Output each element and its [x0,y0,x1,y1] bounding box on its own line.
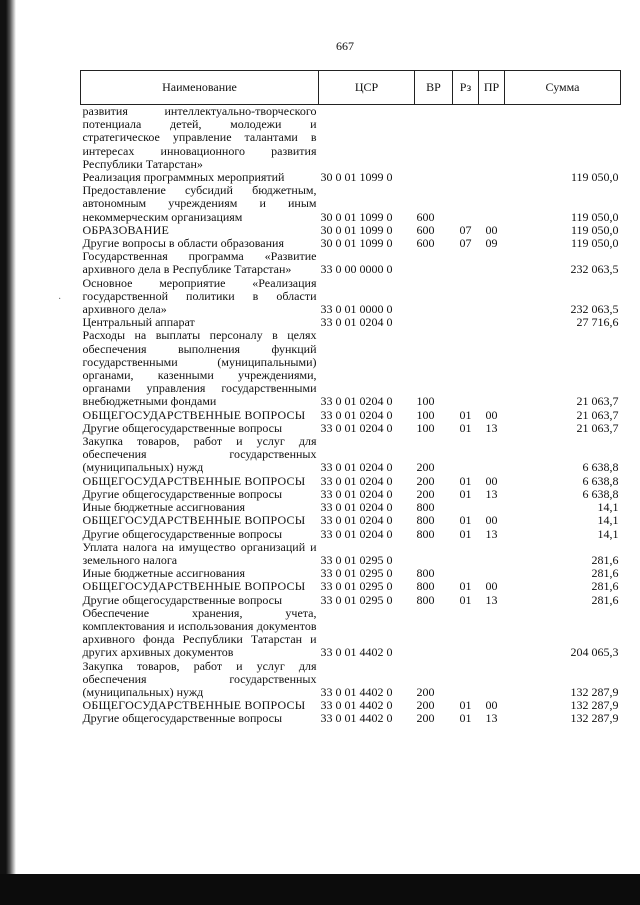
cell-rz [453,607,479,660]
cell-vr: 200 [416,684,435,699]
table-row [81,277,621,317]
cell-csr: 33 0 01 0204 0 [320,315,393,330]
cell-name: Другие вопросы в области образования [82,236,284,251]
cell-name: Обеспечение хранения, учета, комплектования и использования документов архивного фонда Республики Татарстан и других архивных документов [82,605,317,660]
cell-pr: 00 [485,513,498,528]
cell-pr [479,171,505,184]
cell-name: Закупка товаров, работ и услуг для обеспечения государственных (муниципальных) нужд [82,658,317,699]
cell-sum: 281,6 [591,566,619,581]
table-row [81,409,621,422]
cell-sum: 119 050,0 [570,222,619,237]
cell-sum: 132 287,9 [570,684,619,699]
cell-csr: 30 0 01 1099 0 [320,222,393,237]
cell-name: Центральный аппарат [82,315,195,330]
header-csr: ЦСР [319,71,415,105]
cell-rz: 01 [459,513,472,528]
cell-csr: 33 0 01 0204 0 [320,526,393,541]
cell-sum: 6 638,8 [582,486,619,501]
cell-name: развития интеллектуально-творческого потенциала детей, молодежи и стратегическое управление талантами в интересах инновационного развития Республики Татарстан» [82,104,317,171]
table-row [81,541,621,567]
cell-name: Иные бюджетные ассигнования [82,566,245,581]
cell-rz [453,660,479,700]
cell-vr: 600 [416,222,435,237]
cell-rz [453,541,479,567]
table-row [81,250,621,276]
cell-rz [453,184,479,224]
cell-csr: 33 0 01 0204 0 [320,500,393,515]
table-body [81,105,621,726]
cell-sum: 132 287,9 [570,698,619,713]
cell-rz [453,171,479,184]
cell-vr: 100 [416,407,435,422]
cell-rz [453,105,479,172]
cell-rz: 01 [459,420,472,435]
page-number: 667 [336,39,354,53]
cell-vr: 100 [416,420,435,435]
cell-csr: 33 0 01 0204 0 [320,420,393,435]
cell-rz: 01 [459,407,472,422]
cell-csr: 33 0 01 4402 0 [320,684,393,699]
header-sum: Сумма [505,71,621,105]
cell-csr: 33 0 01 0204 0 [320,407,393,422]
cell-pr [479,184,505,224]
cell-csr: 30 0 01 1099 0 [320,209,393,224]
cell-rz: 01 [459,526,472,541]
table-row [81,712,621,725]
cell-sum: 14,1 [597,500,619,515]
cell-vr: 200 [416,473,435,488]
cell-pr: 13 [485,711,498,726]
cell-vr: 800 [416,592,435,607]
cell-csr: 33 0 00 0000 0 [320,262,393,277]
cell-pr [479,435,505,475]
cell-pr [479,277,505,317]
table-row [81,528,621,541]
cell-pr [479,660,505,700]
header-rz: Рз [453,71,479,105]
table-row [81,514,621,527]
cell-pr: 09 [485,236,498,251]
cell-rz: 07 [459,222,472,237]
cell-name: ОБРАЗОВАНИЕ [82,222,170,237]
cell-vr: 200 [416,698,435,713]
cell-name: Другие общегосударственные вопросы [82,526,283,541]
header-pr: ПР [479,71,505,105]
cell-pr: 00 [485,473,498,488]
cell-vr [415,171,453,184]
cell-name: Закупка товаров, работ и услуг для обеспечения государственных (муниципальных) нужд [82,434,317,475]
cell-name: Уплата налога на имущество организаций и земельного налога [82,539,317,567]
cell-name: Предоставление субсидий бюджетным, автономным учреждениям и иным некоммерческим организациям [82,183,317,224]
cell-vr: 100 [416,394,435,409]
cell-pr [479,105,505,172]
cell-csr: 33 0 01 0204 0 [320,486,393,501]
cell-name: ОБЩЕГОСУДАРСТВЕННЫЕ ВОПРОСЫ [82,579,306,594]
cell-pr: 13 [485,486,498,501]
cell-rz [453,250,479,276]
table-row [81,594,621,607]
cell-csr: 33 0 01 0295 0 [320,579,393,594]
cell-csr: 33 0 01 0204 0 [320,473,393,488]
cell-pr [479,541,505,567]
cell-name: ОБЩЕГОСУДАРСТВЕННЫЕ ВОПРОСЫ [82,407,306,422]
cell-sum: 132 287,9 [570,711,619,726]
cell-name: Иные бюджетные ассигнования [82,500,245,515]
cell-sum: 281,6 [591,592,619,607]
cell-csr: 33 0 01 4402 0 [320,698,393,713]
cell-rz [453,316,479,329]
cell-pr: 13 [485,420,498,435]
cell-pr: 00 [485,579,498,594]
cell-pr: 13 [485,526,498,541]
cell-vr: 200 [416,486,435,501]
cell-csr: 30 0 01 1099 0 [320,236,393,251]
table-row [81,607,621,660]
cell-csr: 33 0 01 0204 0 [320,460,393,475]
cell-vr: 800 [416,579,435,594]
cell-vr [415,250,453,276]
cell-vr: 200 [416,460,435,475]
cell-rz: 07 [459,236,472,251]
cell-rz: 01 [459,579,472,594]
table-row [81,435,621,475]
scan-bottom-edge [0,874,640,905]
table-header-row [81,71,621,105]
cell-vr: 800 [416,513,435,528]
cell-name: ОБЩЕГОСУДАРСТВЕННЫЕ ВОПРОСЫ [82,473,306,488]
header-vr: ВР [415,71,453,105]
scan-left-edge [0,0,16,905]
cell-name: ОБЩЕГОСУДАРСТВЕННЫЕ ВОПРОСЫ [82,698,306,713]
cell-name: Другие общегосударственные вопросы [82,592,283,607]
cell-csr: 33 0 01 4402 0 [320,645,393,660]
table-row [81,475,621,488]
cell-csr: 33 0 01 0295 0 [320,592,393,607]
cell-rz [453,329,479,408]
header-name: Наименование [81,71,319,105]
cell-sum: 281,6 [591,579,619,594]
cell-pr: 13 [485,592,498,607]
table-row [81,184,621,224]
cell-csr: 30 0 01 1099 0 [320,170,393,185]
cell-pr: 00 [485,698,498,713]
cell-rz: 01 [459,592,472,607]
cell-rz: 01 [459,473,472,488]
table-row [81,580,621,593]
cell-sum: 6 638,8 [582,460,619,475]
cell-name: Другие общегосударственные вопросы [82,486,283,501]
cell-csr [319,105,415,172]
cell-vr: 800 [416,500,435,515]
cell-sum: 21 063,7 [576,394,619,409]
cell-sum: 27 716,6 [576,315,619,330]
cell-sum: 119 050,0 [570,170,619,185]
cell-csr: 33 0 01 0204 0 [320,394,393,409]
cell-vr: 200 [416,711,435,726]
cell-sum: 232 063,5 [570,262,619,277]
cell-rz [453,435,479,475]
cell-csr: 33 0 01 0000 0 [320,302,393,317]
cell-pr [479,607,505,660]
cell-sum [505,105,621,172]
cell-pr: 00 [485,222,498,237]
cell-csr: 33 0 01 0204 0 [320,513,393,528]
cell-sum: 119 050,0 [570,209,619,224]
cell-csr: 33 0 01 4402 0 [320,711,393,726]
cell-sum: 14,1 [597,513,619,528]
cell-sum: 204 065,3 [570,645,619,660]
table-row [81,329,621,408]
cell-vr: 600 [416,209,435,224]
budget-table [80,70,621,726]
cell-vr [415,316,453,329]
cell-sum: 14,1 [597,526,619,541]
cell-sum: 6 638,8 [582,473,619,488]
cell-vr: 800 [416,526,435,541]
cell-pr [479,250,505,276]
cell-rz: 01 [459,698,472,713]
cell-sum: 21 063,7 [576,420,619,435]
cell-csr: 33 0 01 0295 0 [320,566,393,581]
cell-name: ОБЩЕГОСУДАРСТВЕННЫЕ ВОПРОСЫ [82,513,306,528]
cell-sum: 21 063,7 [576,407,619,422]
cell-rz [453,277,479,317]
cell-vr [415,105,453,172]
table-row [81,105,621,172]
cell-name: Другие общегосударственные вопросы [82,420,283,435]
cell-name: Расходы на выплаты персоналу в целях обеспечения выполнения функций государственными (муниципальными) органами, казенными учреждениями, органами управления государственными внебюджетными фондами [82,328,317,409]
cell-vr [415,541,453,567]
cell-rz: 01 [459,711,472,726]
cell-name: Реализация программных мероприятий [82,170,285,185]
cell-sum: 232 063,5 [570,302,619,317]
cell-vr [415,607,453,660]
cell-pr [479,316,505,329]
cell-csr: 33 0 01 0295 0 [320,552,393,567]
cell-vr: 600 [416,236,435,251]
cell-pr [479,329,505,408]
cell-name: Другие общегосударственные вопросы [82,711,283,726]
cell-rz: 01 [459,486,472,501]
cell-sum: 119 050,0 [570,236,619,251]
cell-vr: 800 [416,566,435,581]
cell-vr [415,277,453,317]
cell-name: Основное мероприятие «Реализация государственной политики в области архивного дела» [82,275,317,317]
cell-pr: 00 [485,407,498,422]
cell-sum: 281,6 [591,552,619,567]
cell-name: Государственная программа «Развитие архивного дела в Республике Татарстан» [82,249,317,277]
scan-speck: · [58,294,62,305]
table-row [81,660,621,700]
